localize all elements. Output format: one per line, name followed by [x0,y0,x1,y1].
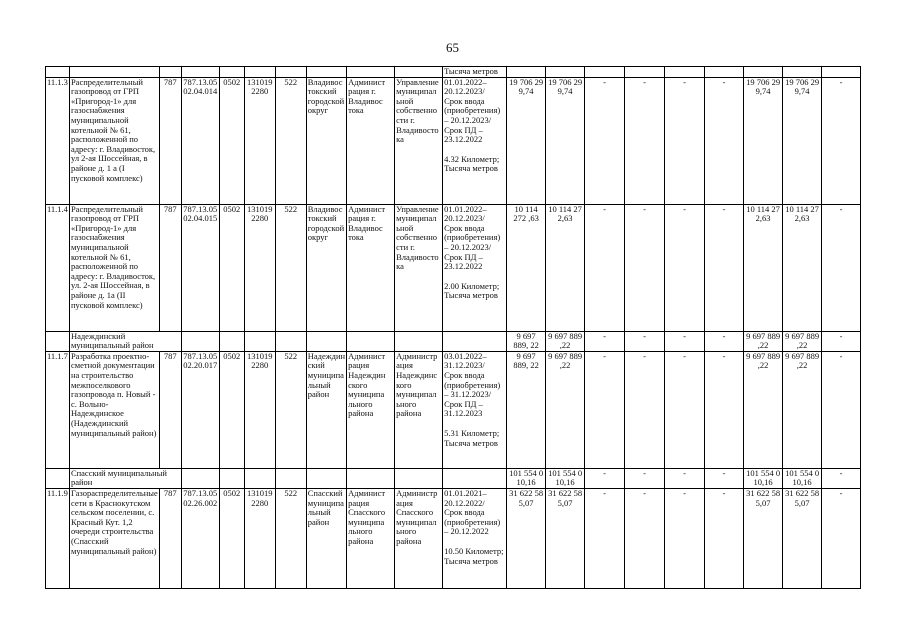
value-dash: - [585,331,625,351]
expense-type-code: 522 [275,351,306,468]
grbs-code: 787 [159,488,181,588]
table-row [46,204,861,331]
object-name: Распределительный газопровод от ГРП «Пригород-1» для газоснабжения муниципальной котельной № 61, расположенной по адресу: г. Владивосток, ул. 2-ая Шоссейная, в районе д. 1а (II пусковой комплекс) [69,204,159,331]
grbs-code: 787 [159,204,181,331]
municipality: Владивос токский городской округ [306,204,346,331]
value-source-total: 19 706 29 9,74 [744,77,783,204]
owner: Администр ация Спасского муниципал ьного района [395,488,443,588]
value-total: 101 554 0 10,16 [507,468,546,488]
value-total: 9 697 889, 22 [507,351,546,468]
executor: Админист рация Надеждин ского муниципа льного района [347,351,395,468]
section-code: 0502 [219,488,244,588]
executor: Админист рация Спасского муниципа льного района [347,488,395,588]
value-source-2022: 9 697 889 ,22 [783,331,822,351]
municipality: Надеждин ский муниципа льный район [306,351,346,468]
value-dash: - [665,204,705,331]
object-code: 787.13.05 02.04.014 [181,77,219,204]
table-row [46,488,861,588]
section-code: 0502 [219,204,244,331]
page-number: 65 [446,40,459,55]
value-2022: 31 622 58 5,07 [546,488,585,588]
owner: Управление муниципал ьной собственно сти г. Владивосто ка [395,77,443,204]
executor: Админист рация г. Владивос тока [347,204,395,331]
row-number: 11.1.7 [46,351,70,468]
value-2022: 19 706 29 9,74 [546,77,585,204]
value-dash: - [665,351,705,468]
municipality: Спасский муниципа льный район [306,488,346,588]
terms-and-capacity [443,488,507,588]
row-number: 11.1.4 [46,204,70,331]
row-number: 11.1.3 [46,77,70,204]
value-2022: 10 114 27 2,63 [546,204,585,331]
executor: Админист рация г. Владивос тока [347,77,395,204]
object-name: Распределительный газопровод от ГРП «Пригород-1» для газоснабжения муниципальной котельной № 61, расположенной по адресу: г. Владивосток, ул 2-ая Шоссейная, в районе д. 1 а (I пусковой комплекс) [69,77,159,204]
value-2022: 9 697 889 ,22 [546,331,585,351]
value-dash: - [585,488,625,588]
value-dash: - [585,204,625,331]
value-dash: - [822,488,861,588]
value-dash: - [625,468,665,488]
capacity: 2.00 Километр; Тысяча метров [444,280,500,301]
target-article-code: 131019 2280 [244,204,275,331]
owner: Администр ация Надеждинс кого муниципал ьного района [395,351,443,468]
value-2022: 101 554 0 10,16 [546,468,585,488]
object-code: 787.13.05 02.26.002 [181,488,219,588]
value-source-2022: 19 706 29 9,74 [783,77,822,204]
value-dash: - [665,488,705,588]
grbs-code: 787 [159,77,181,204]
value-source-2022: 101 554 0 10,16 [783,468,822,488]
value-source-2022: 9 697 889 ,22 [783,351,822,468]
owner: Управление муниципал ьной собственно сти г. Владивосто ка [395,204,443,331]
value-dash: - [665,468,705,488]
value-total: 9 697 889, 22 [507,331,546,351]
terms: 03.01.2022– 31.12.2023/ Срок ввода (приобретения) – 31.12.2023/ Срок ПД – 31.12.2023 [444,351,501,419]
value-dash: - [625,488,665,588]
object-code: 787.13.05 02.04.015 [181,204,219,331]
value-dash: - [625,331,665,351]
capacity: 5.31 Километр; Тысяча метров [444,427,500,448]
terms: 01.01.2022– 20.12.2023/ Срок ввода (приобретения) – 20.12.2023/ Срок ПД – 23.12.2022 [444,77,501,145]
value-dash: - [585,77,625,204]
value-dash: - [585,468,625,488]
section-code: 0502 [219,351,244,468]
municipality: Владивос токский городской округ [306,77,346,204]
object-name: Газораспределительные сети в Краснокутском сельском поселении, с. Красный Кут. 1,2 очереди строительства (Спасский муниципальный район) [69,488,159,588]
terms: 01.01.2021– 20.12.2022/ Срок ввода (приобретения) – 20.12.2022 [444,488,501,537]
value-dash: - [625,204,665,331]
terms: 01.01.2022– 20.12.2023/ Срок ввода (приобретения) – 20.12.2023/ Срок ПД – 23.12.2022 [444,204,501,272]
object-code: 787.13.05 02.20.017 [181,351,219,468]
value-dash: - [705,468,744,488]
value-dash: - [822,204,861,331]
grbs-code: 787 [159,351,181,468]
district-subtotal-row [46,468,861,488]
value-dash: - [705,351,744,468]
value-source-total: 101 554 0 10,16 [744,468,783,488]
value-dash: - [665,331,705,351]
terms-and-capacity [443,77,507,204]
value-dash: - [625,77,665,204]
value-source-total: 9 697 889 ,22 [744,331,783,351]
value-dash: - [585,351,625,468]
terms-and-capacity [443,204,507,331]
value-source-2022: 10 114 27 2,63 [783,204,822,331]
district-subtotal-row [46,331,861,351]
target-article-code: 131019 2280 [244,351,275,468]
section-code: 0502 [219,77,244,204]
value-dash: - [705,331,744,351]
value-total: 31 622 58 5,07 [507,488,546,588]
header-unit-cell: Тысяча метров [443,67,507,78]
investment-program-table [45,66,861,589]
target-article-code: 131019 2280 [244,77,275,204]
district-name: Спасский муниципальный район [69,468,181,488]
target-article-code: 131019 2280 [244,488,275,588]
value-dash: - [822,331,861,351]
value-dash: - [625,351,665,468]
district-name: Надеждинский муниципальный район [69,331,181,351]
capacity: 10.50 Километр; Тысяча метров [444,545,504,566]
row-number: 11.1.9 [46,488,70,588]
expense-type-code: 522 [275,204,306,331]
value-dash: - [822,77,861,204]
value-source-2022: 31 622 58 5,07 [783,488,822,588]
value-dash: - [665,77,705,204]
value-dash: - [822,351,861,468]
value-total: 19 706 29 9,74 [507,77,546,204]
header-continuation-row [46,67,861,78]
expense-type-code: 522 [275,488,306,588]
value-dash: - [705,488,744,588]
terms-and-capacity [443,351,507,468]
value-2022: 9 697 889 ,22 [546,351,585,468]
value-source-total: 10 114 27 2,63 [744,204,783,331]
value-total: 10 114 272 ,63 [507,204,546,331]
expense-type-code: 522 [275,77,306,204]
table-row [46,351,861,468]
value-source-total: 31 622 58 5,07 [744,488,783,588]
value-dash: - [822,468,861,488]
value-dash: - [705,77,744,204]
object-name: Разработка проектно-сметной документации на строительство межпоселкового газопровода п. Новый - с. Вольно-Надеждинское (Надеждинский муниципальный район) [69,351,159,468]
table-row [46,77,861,204]
value-dash: - [705,204,744,331]
capacity: 4.32 Километр; Тысяча метров [444,153,500,174]
value-source-total: 9 697 889 ,22 [744,351,783,468]
